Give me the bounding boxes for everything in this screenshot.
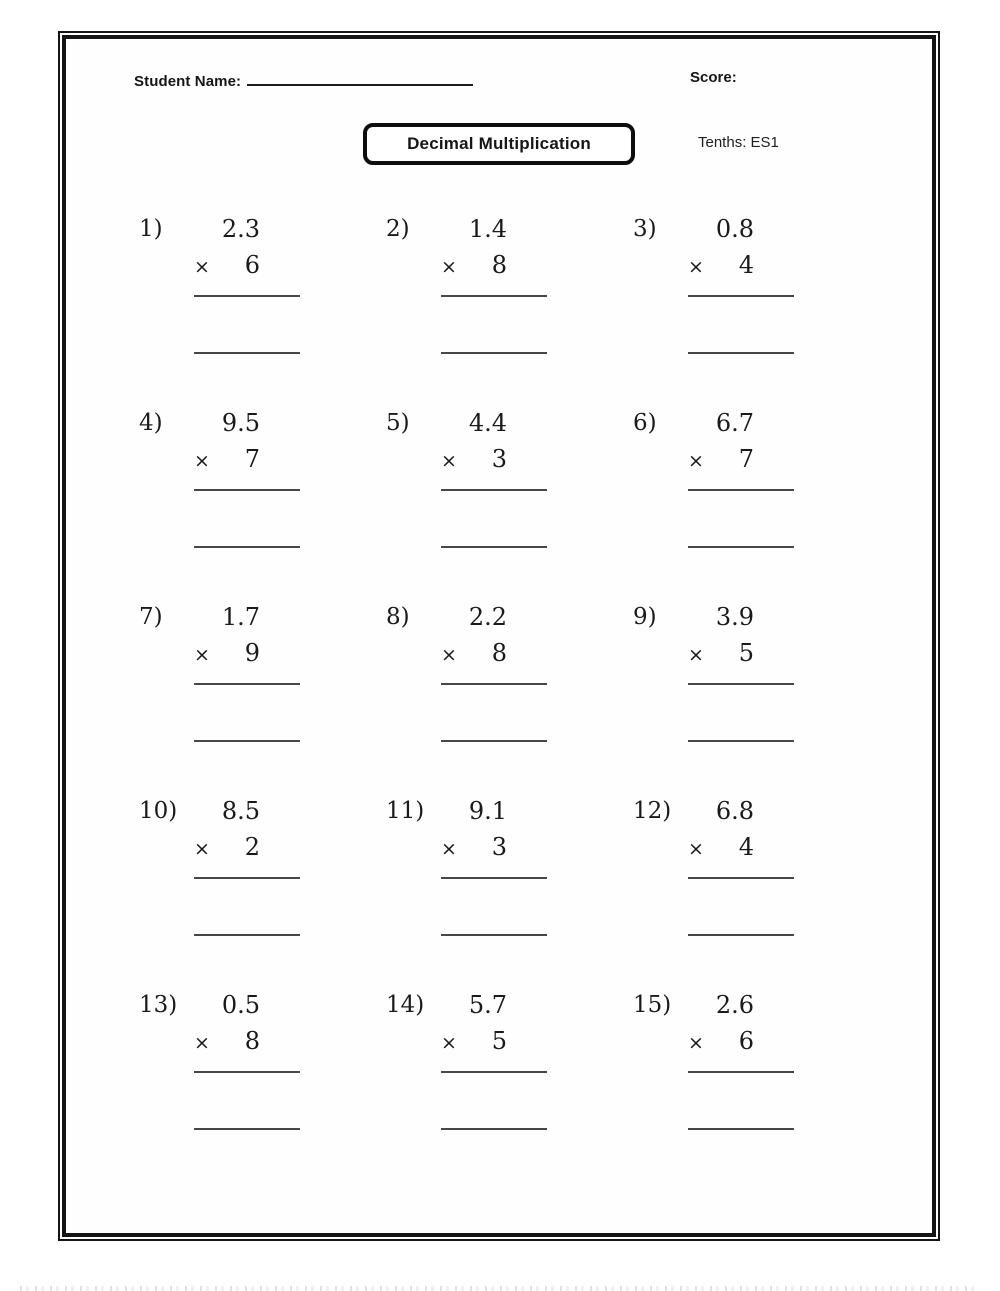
- multiplicand: 1.4: [468, 215, 507, 243]
- multiply-sign-icon: ×: [441, 450, 457, 472]
- problem-work-area: [688, 793, 794, 868]
- problem: [136, 599, 383, 793]
- problem: [630, 987, 877, 1181]
- score-label: Score:: [690, 69, 737, 86]
- multiply-sign-icon: ×: [194, 1032, 210, 1054]
- multiplicand: 0.5: [221, 991, 260, 1019]
- multiplier-row: [194, 829, 300, 868]
- problem-number: 8): [386, 604, 410, 630]
- problem: [630, 793, 877, 987]
- multiply-sign-icon: ×: [441, 644, 457, 666]
- multiplicand: 8.5: [221, 797, 260, 825]
- problem-number: 7): [139, 604, 163, 630]
- multiplier-row: [441, 1023, 547, 1062]
- problem-work-area: [688, 987, 794, 1062]
- problem-number: 12): [633, 798, 672, 824]
- multiplier: 6: [244, 251, 260, 279]
- answer-line-2[interactable]: [441, 740, 547, 742]
- problem-work-area: [194, 987, 300, 1062]
- multiplier: 7: [738, 445, 754, 473]
- answer-line-1[interactable]: [688, 877, 794, 879]
- answer-line-2[interactable]: [688, 352, 794, 354]
- multiply-sign-icon: ×: [688, 644, 704, 666]
- answer-line-1[interactable]: [688, 683, 794, 685]
- student-name-blank-field[interactable]: [247, 69, 473, 86]
- multiplicand: 1.7: [221, 603, 260, 631]
- problem-number: 10): [139, 798, 178, 824]
- multiplier: 4: [738, 833, 754, 861]
- problem-work-area: [441, 599, 547, 674]
- problem-number: 9): [633, 604, 657, 630]
- page-edge-cutoff-artifact: [20, 1286, 980, 1291]
- problem-number: 6): [633, 410, 657, 436]
- multiplier-row: [688, 247, 794, 286]
- student-name-label: Student Name:: [134, 73, 242, 90]
- multiplicand: 6.7: [715, 409, 754, 437]
- multiplier-row: [441, 441, 547, 480]
- problem-work-area: [688, 405, 794, 480]
- problem-number: 14): [386, 992, 425, 1018]
- problem-number: 3): [633, 216, 657, 242]
- problem: [383, 793, 630, 987]
- problem-work-area: [194, 599, 300, 674]
- worksheet-title: Decimal Multiplication: [407, 134, 591, 153]
- problem-number: 1): [139, 216, 163, 242]
- answer-line-1[interactable]: [441, 1071, 547, 1073]
- problem: [630, 599, 877, 793]
- problem: [383, 405, 630, 599]
- answer-line-2[interactable]: [688, 546, 794, 548]
- problem-work-area: [688, 211, 794, 286]
- problem-number: 2): [386, 216, 410, 242]
- multiplier: 6: [738, 1027, 754, 1055]
- problem: [136, 793, 383, 987]
- multiplier-row: [441, 247, 547, 286]
- multiplicand: 2.6: [715, 991, 754, 1019]
- multiplier: 3: [491, 833, 507, 861]
- multiplier-row: [688, 829, 794, 868]
- answer-line-2[interactable]: [441, 1128, 547, 1130]
- problem: [136, 211, 383, 405]
- multiplier-row: [441, 829, 547, 868]
- multiplicand: 9.5: [221, 409, 260, 437]
- problem-work-area: [194, 793, 300, 868]
- problem-number: 15): [633, 992, 672, 1018]
- answer-line-2[interactable]: [441, 352, 547, 354]
- problem: [383, 599, 630, 793]
- worksheet-title-box: [363, 123, 635, 165]
- multiplicand: 9.1: [468, 797, 507, 825]
- multiplicand: 4.4: [468, 409, 507, 437]
- multiplier: 7: [244, 445, 260, 473]
- multiplier-row: [688, 1023, 794, 1062]
- multiplier-row: [194, 635, 300, 674]
- multiplier-row: [441, 635, 547, 674]
- multiply-sign-icon: ×: [194, 256, 210, 278]
- multiplicand: 0.8: [715, 215, 754, 243]
- multiply-sign-icon: ×: [194, 644, 210, 666]
- problem-work-area: [441, 405, 547, 480]
- multiplicand: 2.2: [468, 603, 507, 631]
- problem-work-area: [441, 211, 547, 286]
- multiplier-row: [194, 441, 300, 480]
- answer-line-1[interactable]: [194, 1071, 300, 1073]
- worksheet-subtitle: Tenths: ES1: [698, 134, 779, 151]
- answer-line-2[interactable]: [194, 546, 300, 548]
- answer-line-2[interactable]: [194, 740, 300, 742]
- answer-line-1[interactable]: [688, 489, 794, 491]
- answer-line-1[interactable]: [441, 877, 547, 879]
- problem: [383, 987, 630, 1181]
- problem-number: 11): [386, 798, 425, 824]
- multiplier: 9: [244, 639, 260, 667]
- answer-line-1[interactable]: [194, 489, 300, 491]
- multiply-sign-icon: ×: [194, 838, 210, 860]
- multiply-sign-icon: ×: [688, 1032, 704, 1054]
- problem-work-area: [688, 599, 794, 674]
- multiplier-row: [194, 247, 300, 286]
- problem-number: 4): [139, 410, 163, 436]
- answer-line-2[interactable]: [194, 352, 300, 354]
- multiplicand: 5.7: [468, 991, 507, 1019]
- multiply-sign-icon: ×: [441, 256, 457, 278]
- multiply-sign-icon: ×: [441, 1032, 457, 1054]
- problem-work-area: [441, 987, 547, 1062]
- problem-work-area: [194, 211, 300, 286]
- multiplier-row: [194, 1023, 300, 1062]
- multiply-sign-icon: ×: [441, 838, 457, 860]
- answer-line-2[interactable]: [688, 1128, 794, 1130]
- problem: [136, 405, 383, 599]
- problem-work-area: [441, 793, 547, 868]
- answer-line-1[interactable]: [688, 295, 794, 297]
- multiplicand: 3.9: [715, 603, 754, 631]
- multiplier: 5: [738, 639, 754, 667]
- multiplier: 8: [491, 639, 507, 667]
- answer-line-1[interactable]: [441, 295, 547, 297]
- multiplier-row: [688, 441, 794, 480]
- problem: [630, 405, 877, 599]
- answer-line-2[interactable]: [441, 546, 547, 548]
- multiplier: 8: [244, 1027, 260, 1055]
- answer-line-2[interactable]: [688, 934, 794, 936]
- multiplier: 8: [491, 251, 507, 279]
- multiply-sign-icon: ×: [688, 838, 704, 860]
- student-name-row: [134, 69, 473, 90]
- multiplicand: 6.8: [715, 797, 754, 825]
- multiplicand: 2.3: [221, 215, 260, 243]
- answer-line-1[interactable]: [194, 683, 300, 685]
- problems-grid: [136, 211, 877, 1181]
- problem: [383, 211, 630, 405]
- answer-line-1[interactable]: [688, 1071, 794, 1073]
- multiply-sign-icon: ×: [688, 450, 704, 472]
- multiplier: 3: [491, 445, 507, 473]
- problem-work-area: [194, 405, 300, 480]
- problem-number: 5): [386, 410, 410, 436]
- multiplier: 5: [491, 1027, 507, 1055]
- multiplier: 2: [244, 833, 260, 861]
- answer-line-2[interactable]: [441, 934, 547, 936]
- answer-line-1[interactable]: [194, 295, 300, 297]
- multiplier: 4: [738, 251, 754, 279]
- answer-line-2[interactable]: [688, 740, 794, 742]
- worksheet-frame: [58, 31, 940, 1241]
- answer-line-2[interactable]: [194, 1128, 300, 1130]
- multiplier-row: [688, 635, 794, 674]
- answer-line-1[interactable]: [194, 877, 300, 879]
- problem-number: 13): [139, 992, 178, 1018]
- problem: [136, 987, 383, 1181]
- answer-line-2[interactable]: [194, 934, 300, 936]
- multiply-sign-icon: ×: [194, 450, 210, 472]
- answer-line-1[interactable]: [441, 489, 547, 491]
- multiply-sign-icon: ×: [688, 256, 704, 278]
- worksheet-inner-frame: [62, 35, 936, 1237]
- answer-line-1[interactable]: [441, 683, 547, 685]
- problem: [630, 211, 877, 405]
